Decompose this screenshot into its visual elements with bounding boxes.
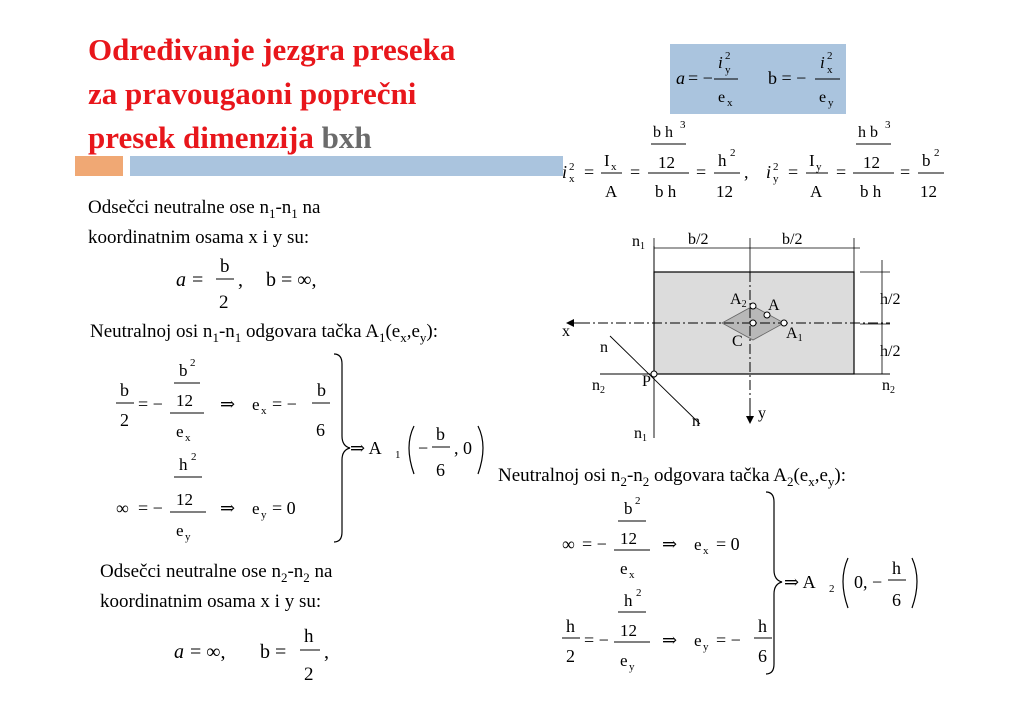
svg-text:⇒: ⇒ [220, 394, 236, 414]
label-A1: A1 [786, 325, 803, 344]
text1-sub: 1 [268, 205, 276, 221]
label-n2-left: n2 [592, 377, 605, 396]
title-line-3-text: presek dimenzija [88, 120, 322, 155]
point-A2 [750, 303, 756, 309]
text1-line2: koordinatnim osama x i y su: [88, 226, 310, 248]
svg-text:6: 6 [316, 420, 325, 440]
svg-text:y: y [773, 173, 779, 185]
svg-text:2: 2 [569, 161, 575, 173]
text1-sub: 1 [291, 205, 298, 221]
text2-sub: 1 [378, 329, 386, 345]
svg-text:e: e [252, 395, 260, 414]
svg-text:x: x [703, 545, 709, 557]
point-C [750, 320, 756, 326]
text3-sub: 2 [642, 473, 650, 489]
svg-text:h: h [892, 558, 901, 578]
svg-text:x: x [827, 64, 833, 76]
text2-part: ,e [406, 321, 420, 342]
accent-bar-orange [75, 156, 123, 176]
svg-text:b h: b h [653, 124, 673, 141]
svg-text:=: = [836, 162, 847, 182]
text4-line2: koordinatnim osama x i y su: [100, 590, 322, 612]
text2-sub: 1 [234, 329, 242, 345]
text-intercepts-n2 [100, 560, 430, 614]
svg-text:=: = [696, 162, 707, 182]
text3-sub: 2 [786, 473, 794, 489]
svg-text:i: i [562, 162, 568, 182]
text3-part: odgovara tačka A [649, 465, 787, 486]
svg-text:=: = [788, 162, 799, 182]
svg-text:= −: = − [688, 68, 713, 88]
svg-text:e: e [176, 422, 184, 441]
svg-text:,: , [744, 162, 749, 182]
label-y-axis: y [758, 405, 766, 422]
text3-part: (e [793, 465, 809, 486]
text3-part: ,e [814, 465, 828, 486]
svg-text:∞: ∞ [116, 498, 129, 518]
svg-text:i: i [766, 162, 772, 182]
svg-text:a: a [676, 68, 685, 88]
svg-text:e: e [718, 89, 726, 106]
svg-text:2: 2 [304, 664, 314, 685]
svg-text:3: 3 [885, 119, 891, 131]
page-title [88, 28, 568, 160]
text3-sub: x [808, 473, 815, 489]
svg-text:12: 12 [716, 182, 733, 201]
svg-text:2: 2 [635, 495, 641, 507]
text4-part: Odsečci neutralne ose n [100, 561, 281, 582]
svg-text:h: h [758, 616, 767, 636]
text1-part: na [297, 197, 321, 218]
formula-point-A1 [112, 350, 502, 550]
svg-text:y: y [828, 97, 834, 109]
svg-text:= −: = − [138, 394, 163, 414]
text2-part: odgovara tačka A [241, 321, 379, 342]
label-n-upper: n [600, 339, 608, 356]
label-A2: A2 [730, 291, 747, 310]
svg-text:2: 2 [829, 583, 835, 595]
svg-text:= ∞,: = ∞, [190, 641, 226, 663]
svg-text:6: 6 [436, 460, 445, 480]
label-x-axis: x [562, 323, 570, 340]
svg-text:b: b [220, 256, 230, 277]
svg-text:=: = [192, 269, 204, 291]
svg-text:=: = [584, 162, 595, 182]
svg-text:3: 3 [680, 119, 686, 131]
svg-text:⇒: ⇒ [662, 630, 678, 650]
text3-part: Neutralnoj osi n [498, 465, 621, 486]
formula-point-A2 [558, 490, 938, 680]
svg-text:2: 2 [219, 292, 229, 313]
text-intercepts-n1 [88, 196, 418, 250]
formula-intercepts-n1 [170, 248, 350, 318]
svg-text:= −: = − [138, 498, 163, 518]
label-h2-bottom: h/2 [880, 343, 901, 360]
svg-text:= −: = − [272, 394, 297, 414]
svg-text:12: 12 [620, 621, 637, 640]
svg-text:x: x [629, 569, 635, 581]
svg-text:h b: h b [858, 124, 878, 141]
text3-part: ): [834, 465, 847, 486]
point-P [651, 371, 657, 377]
svg-text:2: 2 [725, 50, 731, 62]
svg-text:12: 12 [176, 391, 193, 410]
text4-sub: 2 [303, 569, 310, 585]
svg-text:0, −: 0, − [854, 572, 883, 592]
svg-text:,: , [324, 641, 329, 663]
svg-text:b h: b h [860, 182, 882, 201]
svg-text:2: 2 [827, 50, 833, 62]
svg-text:b = ∞,: b = ∞, [266, 269, 317, 291]
svg-text:−: − [418, 438, 429, 458]
svg-text:x: x [569, 173, 575, 185]
svg-text:h: h [718, 151, 727, 170]
svg-text:12: 12 [920, 182, 937, 201]
svg-text:2: 2 [190, 357, 196, 369]
svg-text:x: x [185, 432, 191, 444]
cross-section-diagram [560, 228, 920, 448]
text3-sub: 2 [620, 473, 627, 489]
title-dimension: bxh [321, 120, 372, 155]
svg-text:⇒ A: ⇒ A [784, 572, 816, 592]
svg-text:i: i [718, 53, 723, 72]
svg-text:a: a [174, 641, 184, 663]
svg-text:2: 2 [636, 587, 642, 599]
svg-text:b: b [120, 380, 129, 400]
svg-text:e: e [819, 89, 827, 106]
svg-text:I: I [809, 151, 815, 170]
svg-text:e: e [620, 651, 628, 670]
label-b2-left: b/2 [688, 231, 709, 248]
text2-part: Neutralnoj osi n [90, 321, 213, 342]
text1-part: -n [275, 197, 292, 218]
svg-text:h: h [304, 626, 314, 647]
text4-sub: 2 [280, 569, 288, 585]
svg-text:b: b [922, 151, 931, 170]
label-n-lower: n [692, 413, 700, 430]
svg-text:= −: = − [716, 630, 741, 650]
accent-bar-blue [130, 156, 563, 176]
text2-part: -n [218, 321, 235, 342]
svg-text:y: y [725, 64, 731, 76]
svg-text:e: e [252, 499, 260, 518]
svg-text:2: 2 [566, 646, 575, 666]
svg-text:y: y [703, 641, 709, 653]
svg-text:6: 6 [758, 646, 767, 666]
svg-text:x: x [261, 405, 267, 417]
formula-radii-of-gyration [556, 118, 956, 206]
svg-text:,: , [238, 269, 243, 291]
label-n1-top: n1 [632, 233, 645, 252]
svg-text:b: b [624, 499, 633, 518]
label-P: P [642, 373, 651, 390]
text4-part: na [309, 561, 333, 582]
svg-text:⇒ A: ⇒ A [350, 438, 382, 458]
text2-part: ): [426, 321, 439, 342]
svg-text:=: = [900, 162, 911, 182]
svg-text:e: e [176, 521, 184, 540]
label-A: A [768, 297, 780, 314]
svg-text:2: 2 [730, 147, 736, 159]
title-line-3 [88, 116, 568, 160]
svg-text:y: y [185, 531, 191, 543]
label-h2-top: h/2 [880, 291, 901, 308]
svg-text:h: h [566, 616, 575, 636]
svg-text:6: 6 [892, 590, 901, 610]
label-n1-bottom: n1 [634, 425, 647, 444]
svg-text:b = −: b = − [768, 68, 807, 88]
formula-intercepts-n2 [168, 618, 358, 688]
svg-text:12: 12 [620, 529, 637, 548]
svg-text:1: 1 [395, 449, 401, 461]
title-line-1: Određivanje jezgra preseka [88, 32, 456, 67]
svg-text:h: h [179, 455, 188, 474]
label-b2-right: b/2 [782, 231, 803, 248]
svg-text:2: 2 [773, 161, 779, 173]
svg-text:i: i [820, 53, 825, 72]
svg-text:= 0: = 0 [272, 498, 296, 518]
svg-text:y: y [261, 509, 267, 521]
svg-text:e: e [694, 631, 702, 650]
title-line-2: za pravougaoni poprečni [88, 76, 417, 111]
text4-part: -n [287, 561, 304, 582]
svg-text:= −: = − [584, 630, 609, 650]
label-C: C [732, 333, 743, 350]
svg-text:e: e [620, 559, 628, 578]
svg-text:h: h [624, 591, 633, 610]
svg-text:= 0: = 0 [716, 534, 740, 554]
svg-text:x: x [727, 97, 733, 109]
svg-text:y: y [816, 161, 822, 173]
svg-text:12: 12 [658, 153, 675, 172]
svg-text:∞: ∞ [562, 534, 575, 554]
svg-text:b h: b h [655, 182, 677, 201]
svg-text:y: y [629, 661, 635, 673]
svg-text:b: b [436, 424, 445, 444]
text3-sub: y [827, 473, 835, 489]
svg-text:⇒: ⇒ [220, 498, 236, 518]
formula-box-ab [670, 44, 846, 114]
svg-text:12: 12 [863, 153, 880, 172]
svg-text:b: b [179, 361, 188, 380]
svg-text:x: x [611, 161, 617, 173]
svg-text:⇒: ⇒ [662, 534, 678, 554]
svg-text:A: A [605, 182, 618, 201]
svg-text:2: 2 [191, 451, 197, 463]
text1-part: Odsečci neutralne ose n [88, 197, 269, 218]
svg-text:= −: = − [582, 534, 607, 554]
svg-text:A: A [810, 182, 823, 201]
text-neutral-axis-n1 [90, 320, 550, 350]
text2-sub: y [419, 329, 427, 345]
svg-text:b: b [317, 380, 326, 400]
svg-text:I: I [604, 151, 610, 170]
text2-sub: 1 [212, 329, 219, 345]
svg-text:2: 2 [120, 410, 129, 430]
svg-text:a: a [176, 269, 186, 291]
text2-sub: x [400, 329, 407, 345]
svg-text:2: 2 [934, 147, 940, 159]
svg-text:e: e [694, 535, 702, 554]
text2-part: (e [385, 321, 401, 342]
svg-text:=: = [630, 162, 641, 182]
svg-text:12: 12 [176, 490, 193, 509]
svg-text:b =: b = [260, 641, 287, 663]
label-n2-right: n2 [882, 377, 895, 396]
text3-part: -n [626, 465, 643, 486]
svg-text:, 0: , 0 [454, 438, 472, 458]
